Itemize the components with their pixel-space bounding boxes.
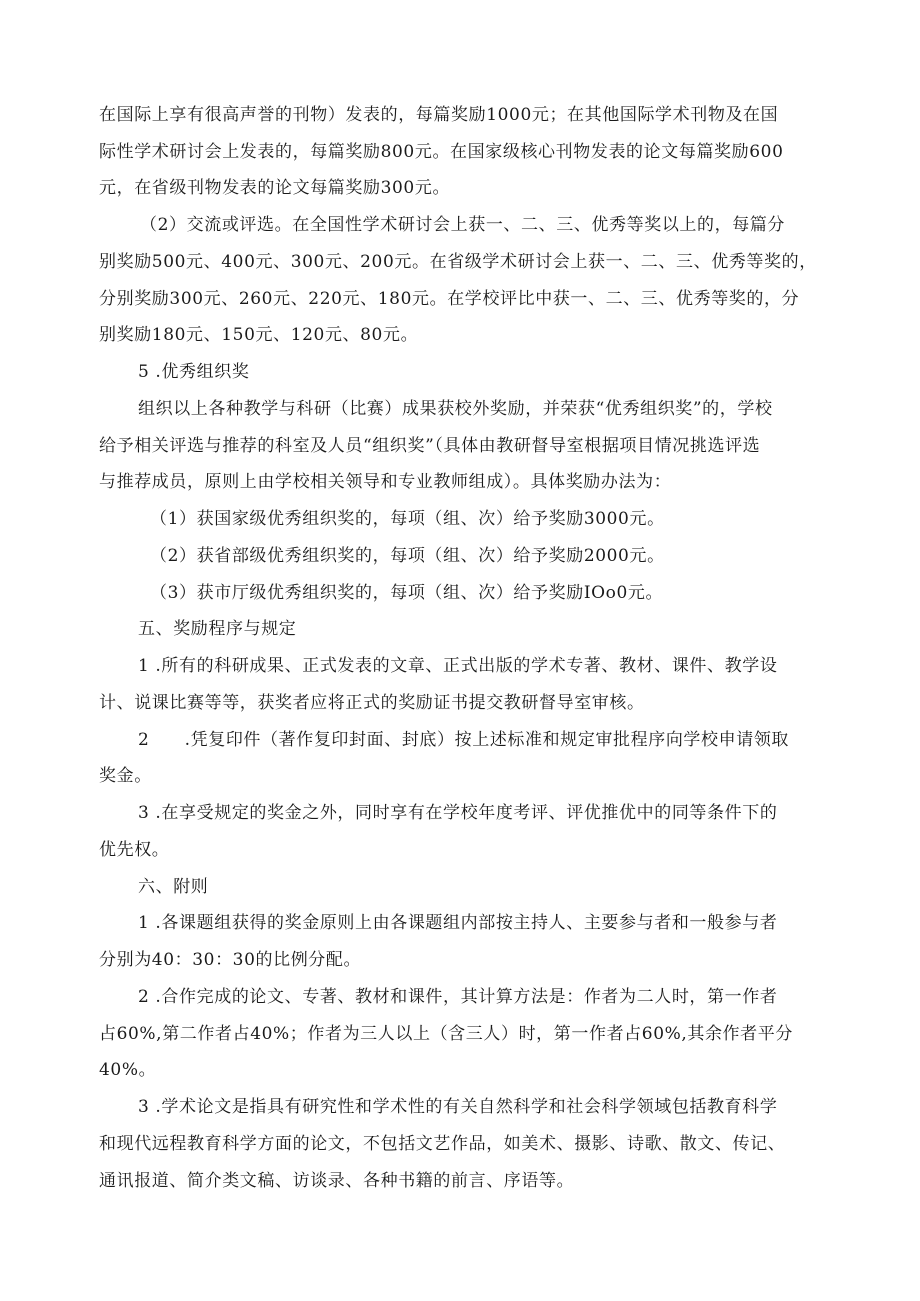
list-item: （3）获市厅级优秀组织奖的，每项（组、次）给予奖励IOo0元。 bbox=[150, 583, 664, 603]
text-line: 3 .在享受规定的奖金之外，同时享有在学校年度考评、评优推优中的同等条件下的 bbox=[138, 803, 778, 823]
text-line: 优先权。 bbox=[99, 840, 170, 860]
section-heading: 六、附则 bbox=[138, 877, 209, 897]
text-line: 1 .各课题组获得的奖金原则上由各课题组内部按主持人、主要参与者和一般参与者 bbox=[138, 913, 778, 933]
text-line: 别奖励180元、150元、120元、80元。 bbox=[99, 325, 419, 345]
text-line: 2 .合作完成的论文、专著、教材和课件，其计算方法是：作者为二人时，第一作者 bbox=[138, 987, 778, 1007]
text-line: 计、说课比赛等等，获奖者应将正式的奖励证书提交教研督导室审核。 bbox=[99, 693, 645, 713]
text-line: 与推荐成员，原则上由学校相关领导和专业教师组成）。具体奖励办法为： bbox=[99, 472, 672, 492]
text-line: 和现代远程教育科学方面的论文，不包括文艺作品，如美术、摄影、诗歌、散文、传记、 bbox=[99, 1134, 786, 1154]
list-item: （1）获国家级优秀组织奖的，每项（组、次）给予奖励3000元。 bbox=[150, 509, 665, 529]
text-line: 在国际上享有很高声誉的刊物）发表的，每篇奖励1000元；在其他国际学术刊物及在国 bbox=[99, 105, 779, 125]
text-line: 分别奖励300元、260元、220元、180元。在学校评比中获一、二、三、优秀等奖的，分 bbox=[99, 289, 800, 309]
text-line: 2 .凭复印件（著作复印封面、封底）按上述标准和规定审批程序向学校申请领取 bbox=[138, 730, 790, 750]
text-line: 元，在省级刊物发表的论文每篇奖励300元。 bbox=[99, 178, 451, 198]
text-line: 40%。 bbox=[99, 1060, 157, 1080]
section-heading: 五、奖励程序与规定 bbox=[138, 619, 297, 639]
text-line: 分别为40：30：30的比例分配。 bbox=[99, 950, 362, 970]
text-line: 组织以上各种教学与科研（比赛）成果获校外奖励，并荣获“优秀组织奖”的，学校 bbox=[138, 399, 773, 419]
text-line: 奖金。 bbox=[99, 766, 152, 786]
text-line: 通讯报道、简介类文稿、访谈录、各种书籍的前言、序语等。 bbox=[99, 1171, 575, 1191]
text-line: 别奖励500元、400元、300元、200元。在省级学术研讨会上获一、二、三、优秀等奖的， bbox=[99, 252, 817, 272]
section-heading: 5 .优秀组织奖 bbox=[138, 362, 250, 382]
text-line: 3 .学术论文是指具有研究性和学术性的有关自然科学和社会科学领域包括教育科学 bbox=[138, 1097, 778, 1117]
text-line: （2）交流或评选。在全国性学术研讨会上获一、二、三、优秀等奖以上的，每篇分 bbox=[140, 215, 786, 235]
list-item: （2）获省部级优秀组织奖的，每项（组、次）给予奖励2000元。 bbox=[150, 546, 665, 566]
text-line: 占60%,第二作者占40%；作者为三人以上（含三人）时，第一作者占60%,其余作者平分 bbox=[99, 1024, 793, 1044]
text-line: 给予相关评选与推荐的科室及人员“组织奖”（具体由教研督导室根据项目情况挑选评选 bbox=[99, 436, 761, 456]
text-line: 1 .所有的科研成果、正式发表的文章、正式出版的学术专著、教材、课件、教学设 bbox=[138, 656, 778, 676]
text-line: 际性学术研讨会上发表的，每篇奖励800元。在国家级核心刊物发表的论文每篇奖励600 bbox=[99, 142, 784, 162]
